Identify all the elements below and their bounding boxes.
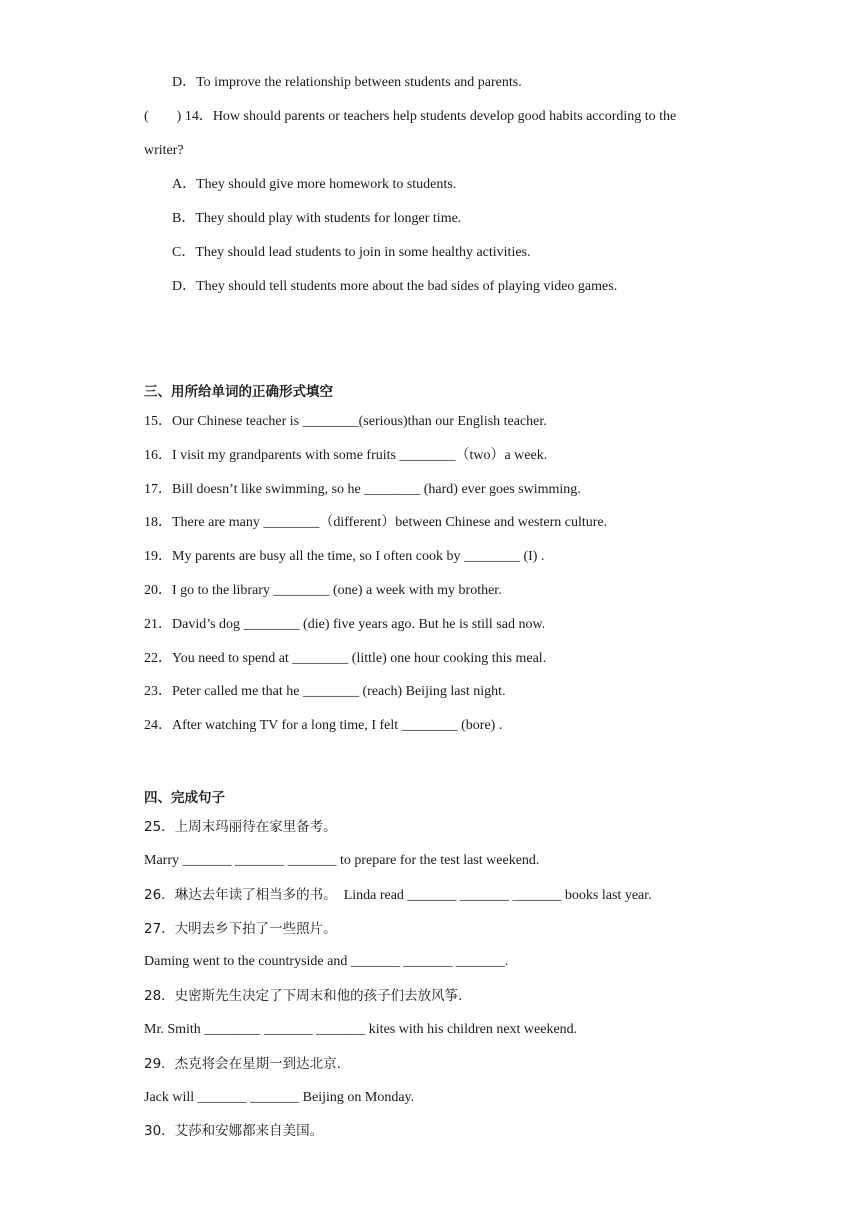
section3-item-16: 16．I visit my grandparents with some fruits ________（two）a week. xyxy=(144,448,548,463)
section4-heading: 四、完成句子 xyxy=(144,790,225,806)
q29-chinese: 29．杰克将会在星期一到达北京. xyxy=(144,1056,341,1072)
section3-item-24: 24．After watching TV for a long time, I felt ________ (bore) . xyxy=(144,718,503,733)
section3-heading: 三、用所给单词的正确形式填空 xyxy=(144,384,333,400)
section3-item-18: 18．There are many ________（different）between Chinese and western culture. xyxy=(144,515,608,530)
q26-chinese: 26．琳达去年读了相当多的书。 xyxy=(144,887,337,903)
q28-chinese: 28．史密斯先生决定了下周末和他的孩子们去放风筝. xyxy=(144,988,463,1004)
q27-chinese: 27．大明去乡下拍了一些照片。 xyxy=(144,921,337,937)
section3-item-19: 19．My parents are busy all the time, so I often cook by ________ (I) . xyxy=(144,549,545,564)
q26-row xyxy=(144,886,652,905)
section3-item-22: 22．You need to spend at ________ (little) one hour cooking this meal. xyxy=(144,651,547,666)
q14-option-d: D．They should tell students more about the bad sides of playing video games. xyxy=(172,279,618,294)
q29-english: Jack will _______ _______ Beijing on Monday. xyxy=(144,1090,415,1105)
q14-stem-line2: writer? xyxy=(144,143,184,158)
q25-chinese: 25．上周末玛丽待在家里备考。 xyxy=(144,819,337,835)
q30-chinese: 30．艾莎和安娜都来自美国。 xyxy=(144,1123,324,1139)
q14-option-b: B．They should play with students for longer time. xyxy=(172,211,462,226)
q13-option-d: D．To improve the relationship between students and parents. xyxy=(172,75,522,90)
q14-option-a: A．They should give more homework to students. xyxy=(172,177,457,192)
section3-item-20: 20．I go to the library ________ (one) a week with my brother. xyxy=(144,583,502,598)
q28-english: Mr. Smith ________ _______ _______ kites with his children next weekend. xyxy=(144,1022,578,1037)
section3-item-15: 15．Our Chinese teacher is ________(serious)than our English teacher. xyxy=(144,414,547,429)
q25-english: Marry _______ _______ _______ to prepare for the test last weekend. xyxy=(144,853,540,868)
section3-item-21: 21．David’s dog ________ (die) five years ago. But he is still sad now. xyxy=(144,617,546,632)
q27-english: Daming went to the countryside and _______ _______ _______. xyxy=(144,954,509,969)
q26-english: Linda read _______ _______ _______ books last year. xyxy=(343,888,652,903)
q14-option-c: C．They should lead students to join in some healthy activities. xyxy=(172,245,531,260)
section3-item-17: 17．Bill doesn’t like swimming, so he ________ (hard) ever goes swimming. xyxy=(144,482,581,497)
section3-item-23: 23．Peter called me that he ________ (reach) Beijing last night. xyxy=(144,684,506,699)
q14-stem-line1: ( ) 14．How should parents or teachers help students develop good habits according to the xyxy=(144,109,677,124)
